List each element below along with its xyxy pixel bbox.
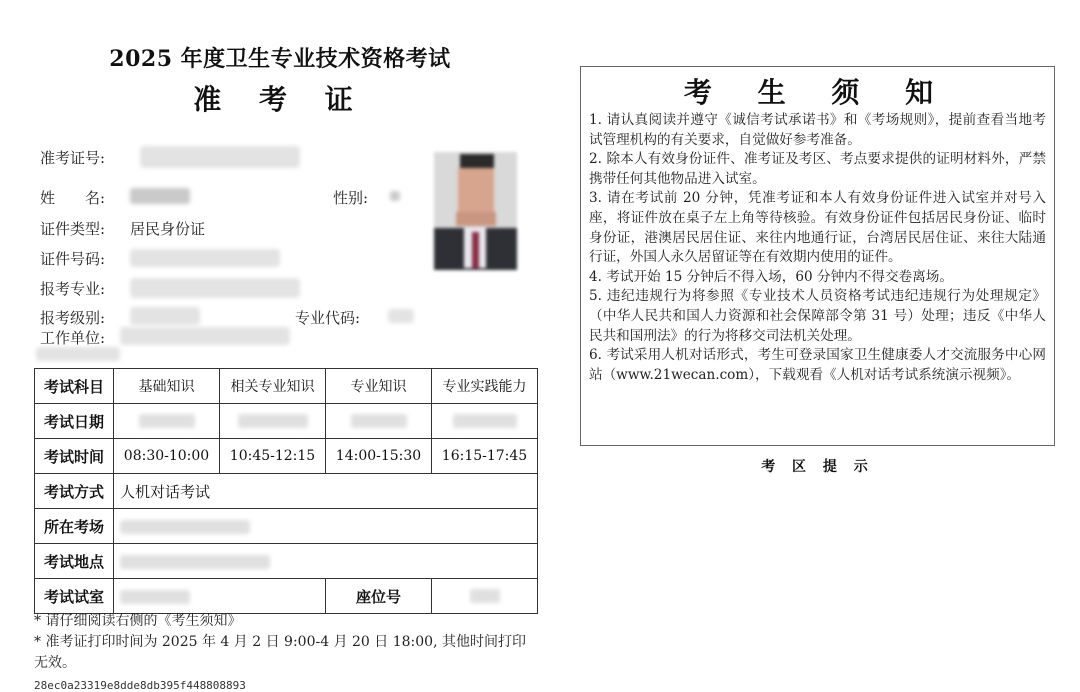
time-cell: 10:45-12:15 xyxy=(220,439,326,474)
site-redacted xyxy=(120,520,250,534)
subject-cell: 专业实践能力 xyxy=(432,369,538,404)
id-type-label: 证件类型: xyxy=(40,220,106,238)
date-label: 考试日期 xyxy=(35,404,114,439)
candidate-photo xyxy=(434,152,517,270)
time-cell: 16:15-17:45 xyxy=(432,439,538,474)
major-code-label: 专业代码: xyxy=(295,309,361,327)
gender-redacted xyxy=(390,191,400,201)
room-redacted xyxy=(120,590,190,604)
table-row xyxy=(35,544,538,579)
level-redacted xyxy=(130,307,200,325)
table-row xyxy=(35,404,538,439)
notice-body xyxy=(589,111,1046,385)
subject-label: 考试科目 xyxy=(35,369,114,404)
seat-cell xyxy=(432,579,538,614)
footnotes xyxy=(34,611,534,674)
date-redacted xyxy=(351,414,407,428)
table-row xyxy=(35,439,538,474)
mode-label: 考试方式 xyxy=(35,474,114,509)
major-code-redacted xyxy=(388,309,414,323)
time-label: 考试时间 xyxy=(35,439,114,474)
time-cell: 08:30-10:00 xyxy=(114,439,220,474)
notice-item: 4. 考试开始 15 分钟后不得入场，60 分钟内不得交卷离场。 xyxy=(589,268,953,285)
exam-area-tip: 考 区 提 示 xyxy=(761,459,874,475)
footnote-2: * 准考证打印时间为 2025 年 4 月 2 日 9:00-4 月 20 日 18:00, 其他时间打印无效。 xyxy=(34,634,526,671)
work-unit-label: 工作单位: xyxy=(40,329,106,347)
id-no-label: 证件号码: xyxy=(40,250,106,268)
room-cell xyxy=(114,579,326,614)
work-unit-redacted-1 xyxy=(120,327,290,345)
subject-cell: 专业知识 xyxy=(326,369,432,404)
notice-item: 1. 请认真阅读并遵守《诚信考试承诺书》和《考场规则》，提前查看当地考试管理机构的有关要求，自觉做好参考准备。 xyxy=(589,112,1046,148)
footnote-1: * 请仔细阅读右侧的《考生须知》 xyxy=(34,613,242,629)
exam-schedule-table xyxy=(34,368,538,614)
card-title: 准 考 证 xyxy=(193,83,367,116)
id-type-value: 居民身份证 xyxy=(130,220,206,238)
location-label: 考试地点 xyxy=(35,544,114,579)
seat-label: 座位号 xyxy=(326,579,432,614)
major-redacted xyxy=(130,278,300,298)
site-label: 所在考场 xyxy=(35,509,114,544)
notice-item: 6. 考试采用人机对话形式，考生可登录国家卫生健康委人才交流服务中心网站（www.21wecan.com），下载观看《人机对话考试系统演示视频》。 xyxy=(589,347,1046,383)
subject-cell: 基础知识 xyxy=(114,369,220,404)
date-cell xyxy=(220,404,326,439)
site-cell xyxy=(114,509,538,544)
ticket-no-label: 准考证号: xyxy=(40,149,106,167)
name-redacted xyxy=(130,188,190,204)
candidate-notice-box xyxy=(580,66,1055,446)
table-row xyxy=(35,474,538,509)
room-label: 考试试室 xyxy=(35,579,114,614)
date-cell xyxy=(432,404,538,439)
time-cell: 14:00-15:30 xyxy=(326,439,432,474)
id-no-redacted xyxy=(130,249,280,267)
table-row xyxy=(35,579,538,614)
seat-redacted xyxy=(470,589,500,603)
mode-value: 人机对话考试 xyxy=(114,474,538,509)
date-redacted xyxy=(139,414,195,428)
date-cell xyxy=(114,404,220,439)
work-unit-redacted-2 xyxy=(36,347,120,361)
name-label: 姓 名: xyxy=(40,189,106,207)
date-redacted xyxy=(453,414,517,428)
ticket-no-redacted xyxy=(140,146,300,168)
location-cell xyxy=(114,544,538,579)
table-row xyxy=(35,509,538,544)
gender-label: 性别: xyxy=(333,189,369,207)
location-redacted xyxy=(120,555,270,569)
notice-item: 5. 违纪违规行为将参照《专业技术人员资格考试违纪违规行为处理规定》（中华人民共和国人力资源和社会保障部令第 31 号）处理；违反《中华人民共和国刑法》的行为将移交司法机关处理。 xyxy=(589,288,1046,344)
exam-title: 2025 年度卫生专业技术资格考试 xyxy=(109,46,451,72)
verification-code: 28ec0a23319e8dde8db395f448808893 xyxy=(34,679,246,692)
notice-item: 2. 除本人有效身份证件、准考证及考区、考点要求提供的证明材料外，严禁携带任何其他物品进入试室。 xyxy=(589,151,1046,187)
date-cell xyxy=(326,404,432,439)
notice-item: 3. 请在考试前 20 分钟，凭准考证和本人有效身份证件进入试室并对号入座，将证件放在桌子左上角等待核验。有效身份证件包括居民身份证、临时身份证，港澳居民居住证、来往内地通行证，台湾居民居住证、来往大陆通行证，外国人永久居留证等在有效期内使用的证件。 xyxy=(589,190,1046,266)
notice-title: 考 生 须 知 xyxy=(683,76,952,109)
date-redacted xyxy=(238,414,308,428)
major-label: 报考专业: xyxy=(40,280,106,298)
level-label: 报考级别: xyxy=(40,309,106,327)
table-row xyxy=(35,369,538,404)
subject-cell: 相关专业知识 xyxy=(220,369,326,404)
